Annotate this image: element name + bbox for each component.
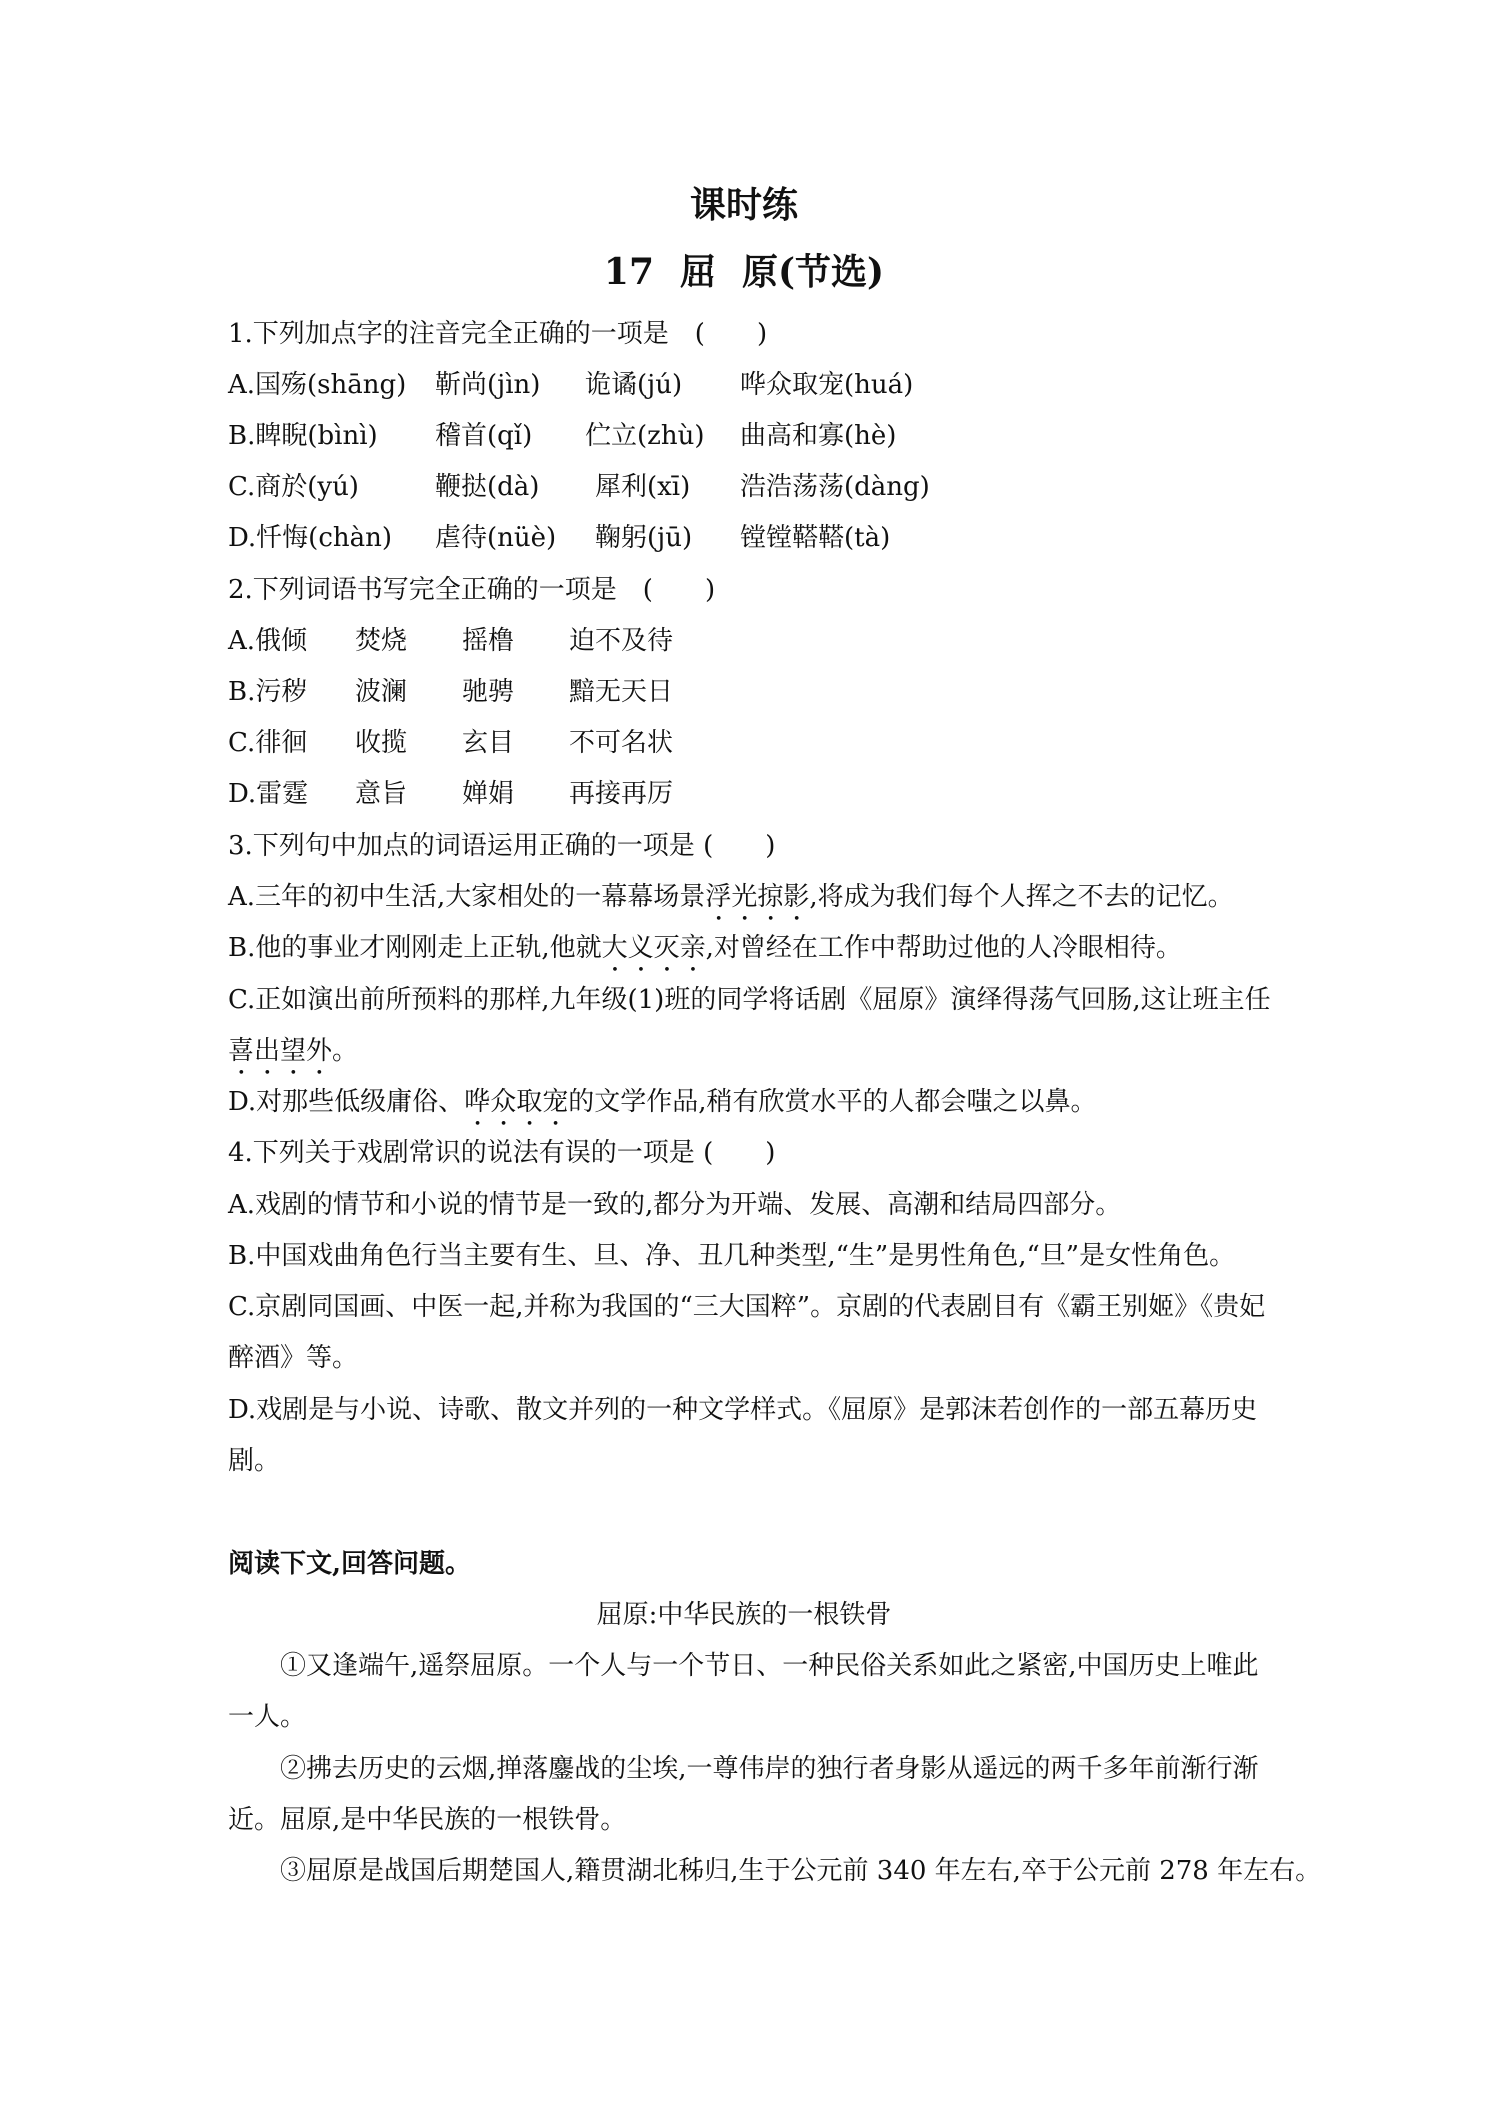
q2-b-2: 波澜 [355,677,408,707]
q2-row-d [228,776,673,812]
q4-option-c-cont: 醉酒》等。 [228,1343,359,1373]
q1-stem: 1.下列加点字的注音完全正确的一项是 ( ) [228,319,768,349]
q1-row-c [228,469,930,505]
reading-title: 屈原:中华民族的一根铁骨 [596,1600,892,1630]
q2-b-1: B.污秽 [228,677,308,707]
q4-option-d-cont: 剧。 [228,1446,281,1476]
q1-a-4: 哗众取宠(huá) [740,370,914,400]
q3-d-text: D.对那些低级庸俗、 [228,1087,465,1117]
q3-option-b [228,930,1182,978]
lesson-number: 17 [603,251,654,293]
q2-d-2: 意旨 [355,779,408,809]
q3-a-text: A.三年的初中生活,大家相处的一幕幕场景 [228,882,706,912]
q1-d-1: D.忏悔(chàn) [228,523,393,553]
q2-b-4: 黯无天日 [569,677,674,707]
reading-paragraph-2: ②拂去历史的云烟,掸落鏖战的尘埃,一尊伟岸的独行者身影从遥远的两千多年前渐行渐 [280,1754,1259,1784]
q1-b-1: B.睥睨(bìnì) [228,421,378,451]
lesson-title-part-a: 屈 [680,251,717,293]
q2-row-c [228,725,673,761]
q1-b-3: 伫立(zhù) [585,421,705,451]
reading-paragraph-3: ③屈原是战国后期楚国人,籍贯湖北秭归,生于公元前 340 年左右,卒于公元前 278 年左右。 [280,1856,1322,1886]
q1-b-4: 曲高和寡(hè) [740,421,897,451]
q3-b-text: B.他的事业才刚刚走上正轨,他就 [228,933,602,963]
q1-row-d [228,520,890,556]
lesson-title [0,250,1488,294]
q4-option-b: B.中国戏曲角色行当主要有生、旦、净、丑几种类型,“生”是男性角色,“旦”是女性角色。 [228,1241,1236,1271]
q2-a-2: 焚烧 [355,626,408,656]
q3-option-d [228,1084,1096,1132]
q1-row-a [228,367,913,403]
q3-c-emphasis: 喜出望外 [228,1036,333,1066]
q2-a-3: 摇橹 [462,626,515,656]
reading-paragraph-1: ①又逢端午,遥祭屈原。一个人与一个节日、一种民俗关系如此之紧密,中国历史上唯此 [280,1651,1259,1681]
q2-c-3: 玄目 [462,728,515,758]
q3-a-text-end: ,将成为我们每个人挥之不去的记忆。 [809,882,1234,912]
q1-c-2: 鞭挞(dà) [435,472,540,502]
q3-d-emphasis: 哗众取宠 [464,1087,569,1117]
q4-option-a: A.戏剧的情节和小说的情节是一致的,都分为开端、发展、高潮和结局四部分。 [228,1190,1122,1220]
q2-row-b [228,674,673,710]
q3-option-c: C.正如演出前所预料的那样,九年级(1)班的同学将话剧《屈原》演绎得荡气回肠,这让班主任 [228,985,1271,1015]
q2-d-1: D.雷霆 [228,779,309,809]
q3-option-a [228,879,1234,927]
q1-c-1: C.商於(yú) [228,472,359,502]
q3-option-c-cont [228,1033,358,1081]
q3-c-text-end: 。 [332,1036,359,1066]
reading-paragraph-1-cont: 一人。 [228,1702,307,1732]
q3-d-text-end: 的文学作品,稍有欣赏水平的人都会嗤之以鼻。 [568,1087,1097,1117]
q4-option-d: D.戏剧是与小说、诗歌、散文并列的一种文学样式。《屈原》是郭沫若创作的一部五幕历史 [228,1395,1258,1425]
q1-b-2: 稽首(qǐ) [435,421,533,451]
q1-c-4: 浩浩荡荡(dàng) [740,472,930,502]
q1-a-2: 靳尚(jìn) [435,370,541,400]
q2-c-2: 收揽 [355,728,408,758]
q1-d-4: 镗镗鞳鞳(tà) [740,523,891,553]
q1-a-3: 诡谲(jú) [585,370,683,400]
reading-instruction: 阅读下文,回答问题。 [228,1549,472,1579]
q1-d-2: 虐待(nüè) [435,523,557,553]
q2-a-4: 迫不及待 [569,626,674,656]
reading-paragraph-2-cont: 近。屈原,是中华民族的一根铁骨。 [228,1805,627,1835]
page-title: 课时练 [689,184,798,226]
q1-d-3: 鞠躬(jū) [595,523,693,553]
q4-stem: 4.下列关于戏剧常识的说法有误的一项是 ( ) [228,1138,776,1168]
q3-stem: 3.下列句中加点的词语运用正确的一项是 ( ) [228,831,776,861]
q2-row-a [228,623,673,659]
q2-c-4: 不可名状 [569,728,674,758]
q3-b-emphasis: 大义灭亲 [601,933,706,963]
q2-d-3: 婵娟 [462,779,515,809]
q1-c-3: 犀利(xī) [595,472,691,502]
q2-stem: 2.下列词语书写完全正确的一项是 ( ) [228,575,716,605]
q2-a-1: A.俄倾 [228,626,308,656]
q3-a-emphasis: 浮光掠影 [705,882,810,912]
q1-row-b [228,418,896,454]
lesson-title-part-b: 原(节选) [742,251,885,293]
q4-option-c: C.京剧同国画、中医一起,并称为我国的“三大国粹”。京剧的代表剧目有《霸王别姬》《贵妃 [228,1292,1266,1322]
q3-b-text-end: ,对曾经在工作中帮助过他的人冷眼相待。 [705,933,1182,963]
q2-b-3: 驰骋 [462,677,515,707]
q1-a-1: A.国殇(shāng) [228,370,407,400]
q2-c-1: C.徘徊 [228,728,308,758]
q2-d-4: 再接再厉 [569,779,674,809]
